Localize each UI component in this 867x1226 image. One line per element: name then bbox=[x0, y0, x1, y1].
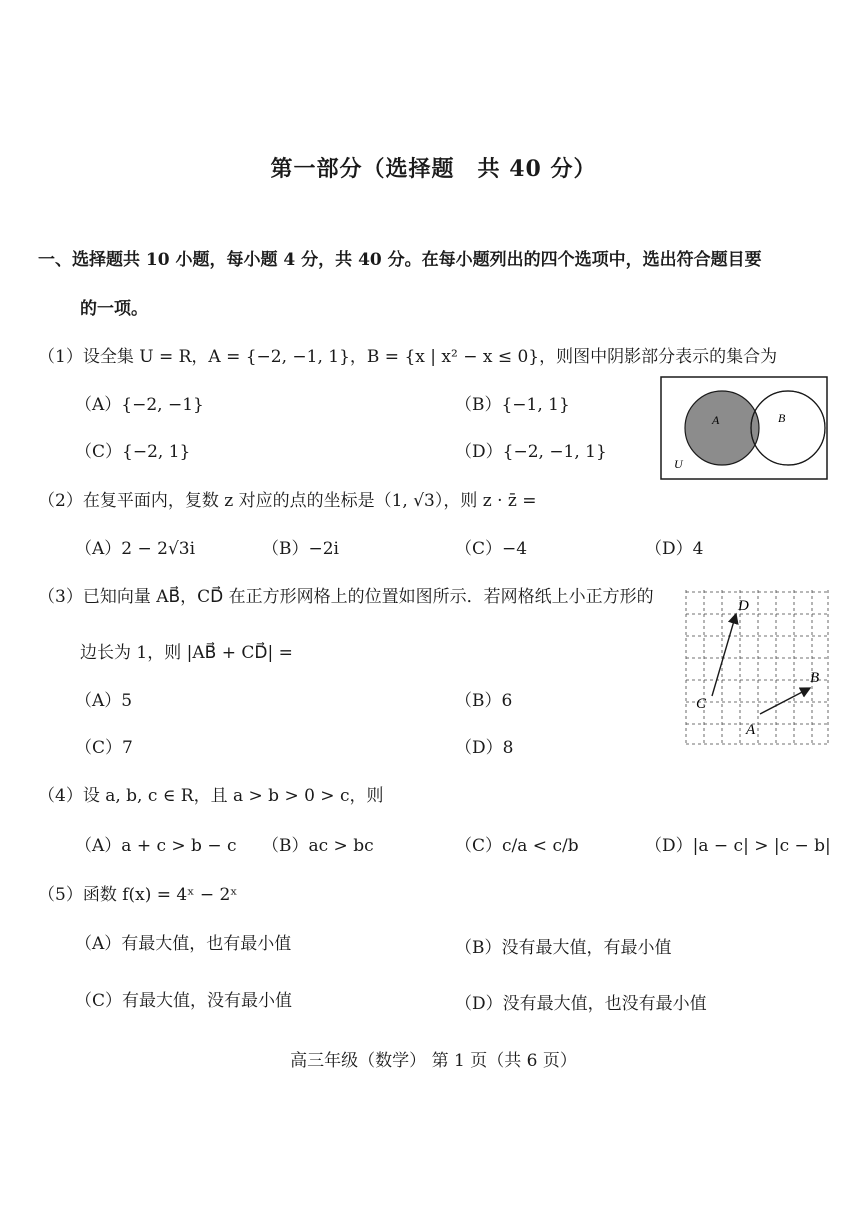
point-label-b: B bbox=[810, 670, 820, 686]
vector-cd bbox=[712, 614, 736, 696]
q2-option-a: （A）2 − 2√3i bbox=[75, 539, 196, 559]
q4-option-d: （D）|a − c| > |c − b| bbox=[645, 836, 831, 856]
q2-option-d: （D）4 bbox=[645, 539, 704, 559]
q2-stem: （2）在复平面内，复数 z 对应的点的坐标是（1, √3），则 z · z̄ = bbox=[38, 491, 537, 511]
q3-stem-line2: 边长为 1，则 |AB⃗ + CD⃗| = bbox=[80, 643, 293, 663]
q4-option-a: （A）a + c > b − c bbox=[75, 836, 237, 856]
point-label-d: D bbox=[738, 598, 749, 614]
q2-option-c: （C）−4 bbox=[455, 539, 528, 559]
section-instructions-line2: 的一项。 bbox=[80, 299, 148, 319]
q4-stem: （4）设 a, b, c ∈ R，且 a > b > 0 > c，则 bbox=[38, 786, 384, 806]
q5-option-c: （C）有最大值，没有最小值 bbox=[75, 991, 293, 1011]
vector-grid-figure bbox=[682, 584, 830, 746]
venn-label-u: U bbox=[674, 457, 683, 471]
q3-option-c: （C）7 bbox=[75, 738, 133, 758]
q4-option-c: （C）c/a < c/b bbox=[455, 836, 579, 856]
venn-label-b: B bbox=[778, 411, 786, 425]
q1-option-b: （B）{−1, 1} bbox=[455, 395, 570, 415]
q4-option-b: （B）ac > bc bbox=[262, 836, 374, 856]
q1-option-a: （A）{−2, −1} bbox=[75, 395, 204, 415]
q5-option-b: （B）没有最大值，有最小值 bbox=[455, 938, 672, 958]
q3-option-a: （A）5 bbox=[75, 691, 133, 711]
q5-option-d: （D）没有最大值，也没有最小值 bbox=[455, 994, 707, 1014]
q3-option-d: （D）8 bbox=[455, 738, 514, 758]
vector-ab bbox=[760, 688, 810, 714]
q1-option-c: （C）{−2, 1} bbox=[75, 442, 191, 462]
page-footer: 高三年级（数学） 第 1 页（共 6 页） bbox=[290, 1051, 577, 1071]
venn-label-a: A bbox=[712, 413, 720, 427]
q1-option-d: （D）{−2, −1, 1} bbox=[455, 442, 607, 462]
q1-stem: （1）设全集 U = R，A = {−2, −1, 1}，B = {x | x² − x ≤ 0}，则图中阴影部分表示的集合为 bbox=[38, 347, 778, 367]
venn-diagram bbox=[660, 376, 828, 480]
section-instructions-line1: 一、选择题共 10 小题，每小题 4 分，共 40 分。在每小题列出的四个选项中，选出符合题目要 bbox=[38, 250, 762, 270]
point-label-a: A bbox=[746, 722, 756, 738]
set-a-circle bbox=[685, 391, 759, 465]
square-grid bbox=[686, 590, 828, 744]
part-title: 第一部分（选择题 共 40 分） bbox=[270, 156, 597, 182]
q5-option-a: （A）有最大值，也有最小值 bbox=[75, 934, 292, 954]
q3-option-b: （B）6 bbox=[455, 691, 513, 711]
point-label-c: C bbox=[696, 696, 707, 712]
q5-stem: （5）函数 f(x) = 4ˣ − 2ˣ bbox=[38, 885, 238, 905]
q3-stem-line1: （3）已知向量 AB⃗，CD⃗ 在正方形网格上的位置如图所示．若网格纸上小正方形的 bbox=[38, 587, 654, 607]
q2-option-b: （B）−2i bbox=[262, 539, 339, 559]
